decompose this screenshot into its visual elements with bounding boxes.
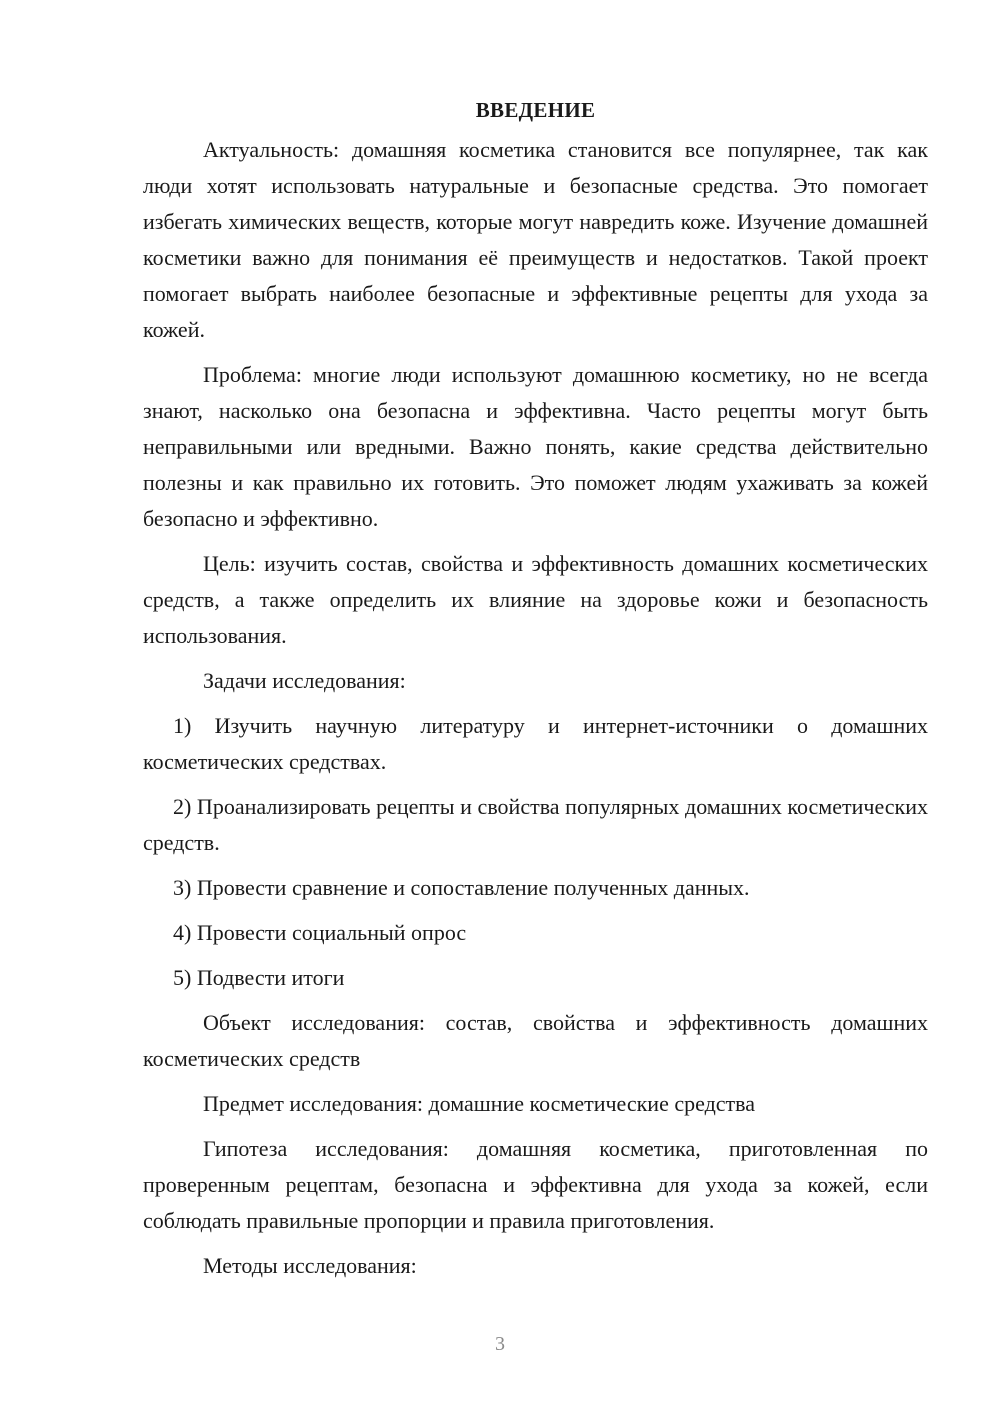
paragraph-object: Объект исследования: состав, свойства и эффективность домашних косметических средств xyxy=(143,1010,928,1071)
paragraph-subject: Предмет исследования: домашние косметические средства xyxy=(203,1091,756,1116)
page-content xyxy=(143,92,928,1293)
task-item: 1) Изучить научную литературу и интернет-источники о домашних косметических средствах. xyxy=(143,713,928,774)
task-item: 4) Провести социальный опрос xyxy=(173,920,467,945)
methods-heading: Методы исследования: xyxy=(203,1253,417,1278)
page-number: 3 xyxy=(495,1333,505,1355)
paragraph-problem: Проблема: многие люди используют домашнюю косметику, но не всегда знают, насколько она безопасна и эффективна. Часто рецепты могут быть неправильными или вредными. Важно понять, какие средства действительно полезны и как правильно их готовить. Это поможет людям ухаживать за кожей безопасно и эффективно. xyxy=(143,362,928,531)
task-item: 5) Подвести итоги xyxy=(173,965,345,990)
tasks-heading: Задачи исследования: xyxy=(203,668,406,693)
section-title: ВВЕДЕНИЕ xyxy=(475,98,596,122)
paragraph-relevance: Актуальность: домашняя косметика становится все популярнее, так как люди хотят использовать натуральные и безопасные средства. Это помогает избегать химических веществ, которые могут навредить коже. Изучение домашней косметики важно для понимания её преимуществ и недостатков. Такой проект помогает выбрать наиболее безопасные и эффективные рецепты для ухода за кожей. xyxy=(143,137,928,342)
task-item: 3) Провести сравнение и сопоставление полученных данных. xyxy=(173,875,750,900)
task-item: 2) Проанализировать рецепты и свойства популярных домашних косметических средств. xyxy=(143,794,928,855)
paragraph-hypothesis: Гипотеза исследования: домашняя косметика, приготовленная по проверенным рецептам, безопасна и эффективна для ухода за кожей, если соблюдать правильные пропорции и правила приготовления. xyxy=(143,1136,928,1233)
paragraph-goal: Цель: изучить состав, свойства и эффективность домашних косметических средств, а также определить их влияние на здоровье кожи и безопасность использования. xyxy=(143,551,928,648)
